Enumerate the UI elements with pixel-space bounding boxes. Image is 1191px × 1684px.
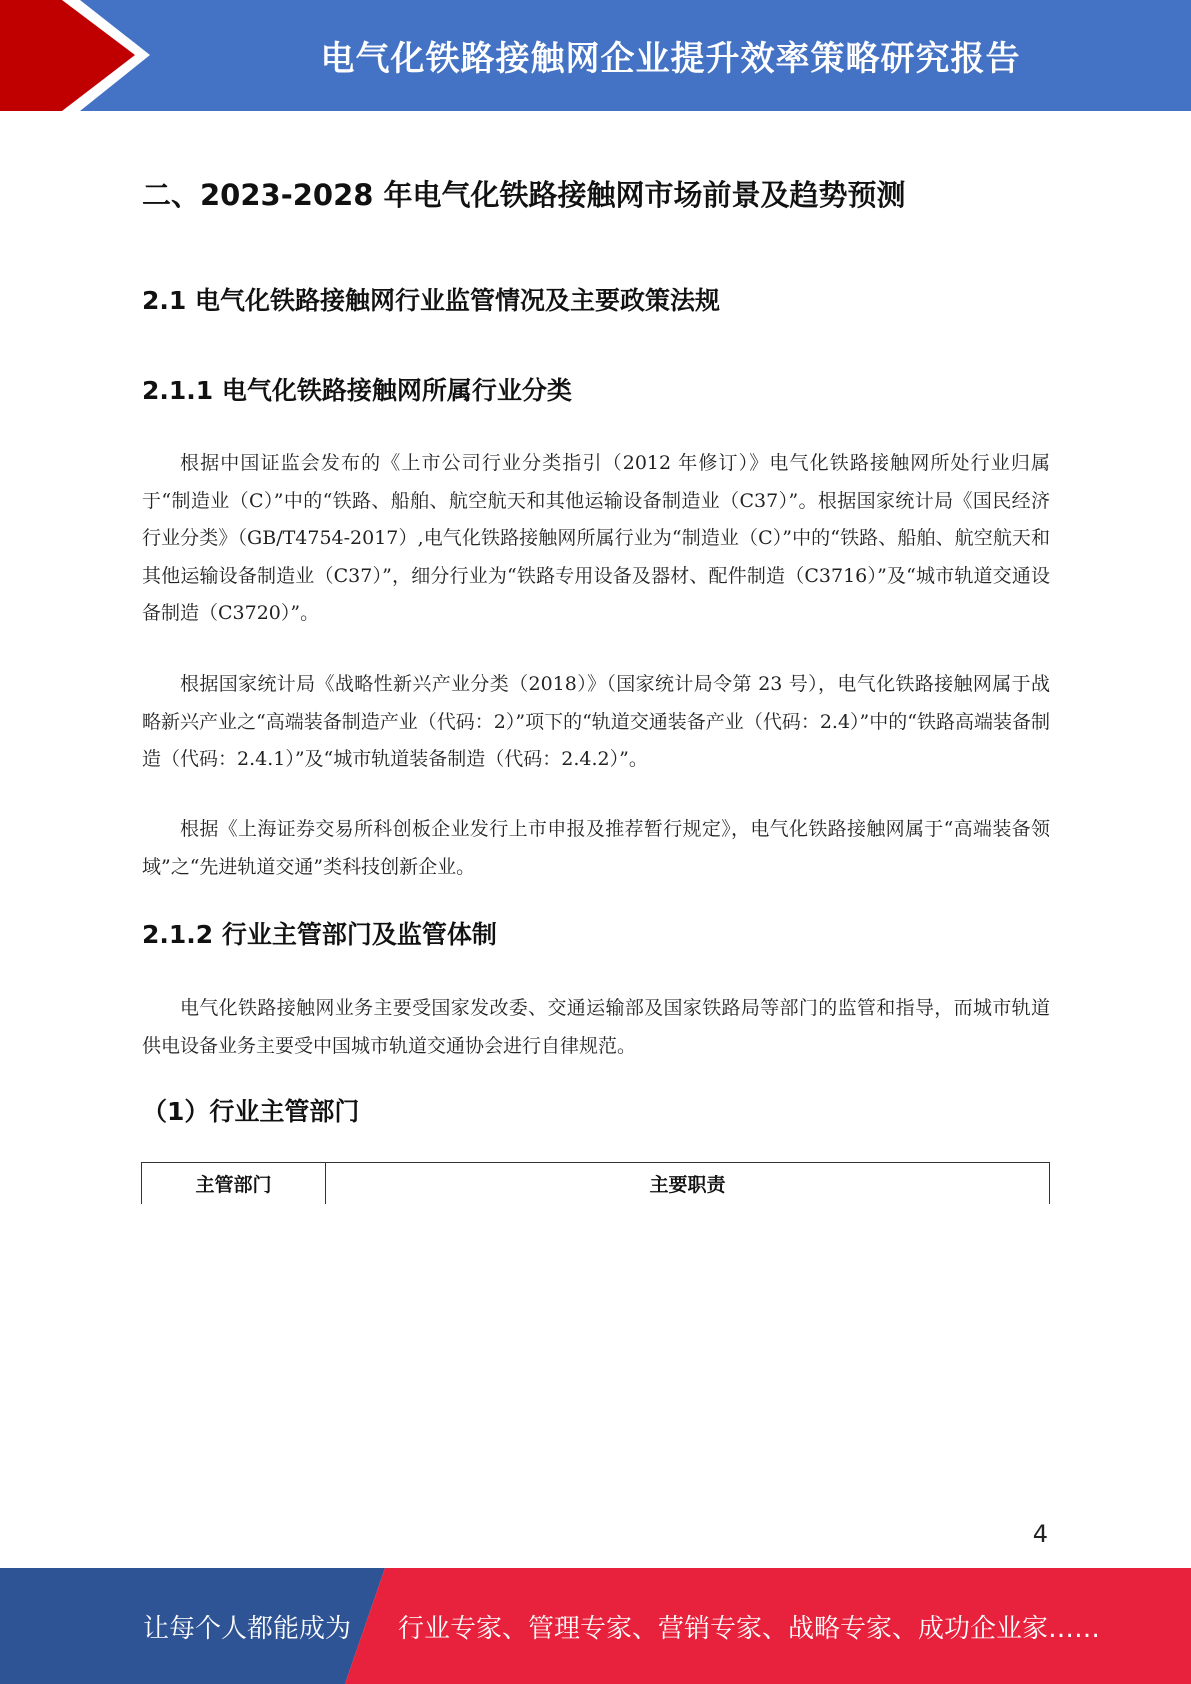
subsection-heading-regulation: 2.1.2 行业主管部门及监管体制	[142, 920, 497, 949]
paragraph-regulation: 电气化铁路接触网业务主要受国家发改委、交通运输部及国家铁路局等部门的监管和指导，而城市轨道供电设备业务主要受中国城市轨道交通协会进行自律规范。	[142, 997, 1050, 1057]
section-heading: 2.1 电气化铁路接触网行业监管情况及主要政策法规	[142, 286, 720, 315]
report-title: 电气化铁路接触网企业提升效率策略研究报告	[320, 39, 1021, 79]
paragraph-classification-1: 根据中国证监会发布的《上市公司行业分类指引（2012 年修订）》电气化铁路接触网所处行业归属于“制造业（C）”中的“铁路、船舶、航空航天和其他运输设备制造业（C37）”。根据国家统计局《国民经济行业分类》（GB/T4754-2017）,电气化铁路接触网所属行业为“制造业（C）”中的“铁路、船舶、航空航天和其他运输设备制造业（C37）”，细分行业为“铁路专用设备及器材、配件制造（C3716）”及“城市轨道交通设备制造（C3720）”。	[142, 452, 1050, 624]
page-number: 4	[1032, 1520, 1048, 1548]
header-chevron-icon	[0, 0, 160, 111]
footer-slogan-left: 让每个人都能成为	[143, 1613, 352, 1644]
table-header-department: 主管部门	[142, 1163, 326, 1204]
subsection-heading-classification: 2.1.1 电气化铁路接触网所属行业分类	[142, 376, 572, 405]
page-footer	[0, 1568, 1191, 1684]
page-header	[0, 0, 1191, 111]
authorities-table	[141, 1162, 1050, 1204]
paragraph-classification-3: 根据《上海证券交易所科创板企业发行上市申报及推荐暂行规定》，电气化铁路接触网属于“高端装备领域”之“先进轨道交通”类科技创新企业。	[142, 818, 1050, 878]
item-heading-authorities: （1）行业主管部门	[142, 1097, 360, 1126]
paragraph-classification-2: 根据国家统计局《战略性新兴产业分类（2018）》（国家统计局令第 23 号），电气化铁路接触网属于战略新兴产业之“高端装备制造产业（代码：2）”项下的“轨道交通装备产业（代码：2.4）”中的“铁路高端装备制造（代码：2.4.1）”及“城市轨道装备制造（代码：2.4.2）”。	[142, 673, 1050, 770]
chapter-heading: 二、2023-2028 年电气化铁路接触网市场前景及趋势预测	[142, 178, 906, 212]
footer-slogan-right: 行业专家、管理专家、营销专家、战略专家、成功企业家……	[398, 1613, 1101, 1644]
table-header-duties: 主要职责	[649, 1174, 726, 1196]
